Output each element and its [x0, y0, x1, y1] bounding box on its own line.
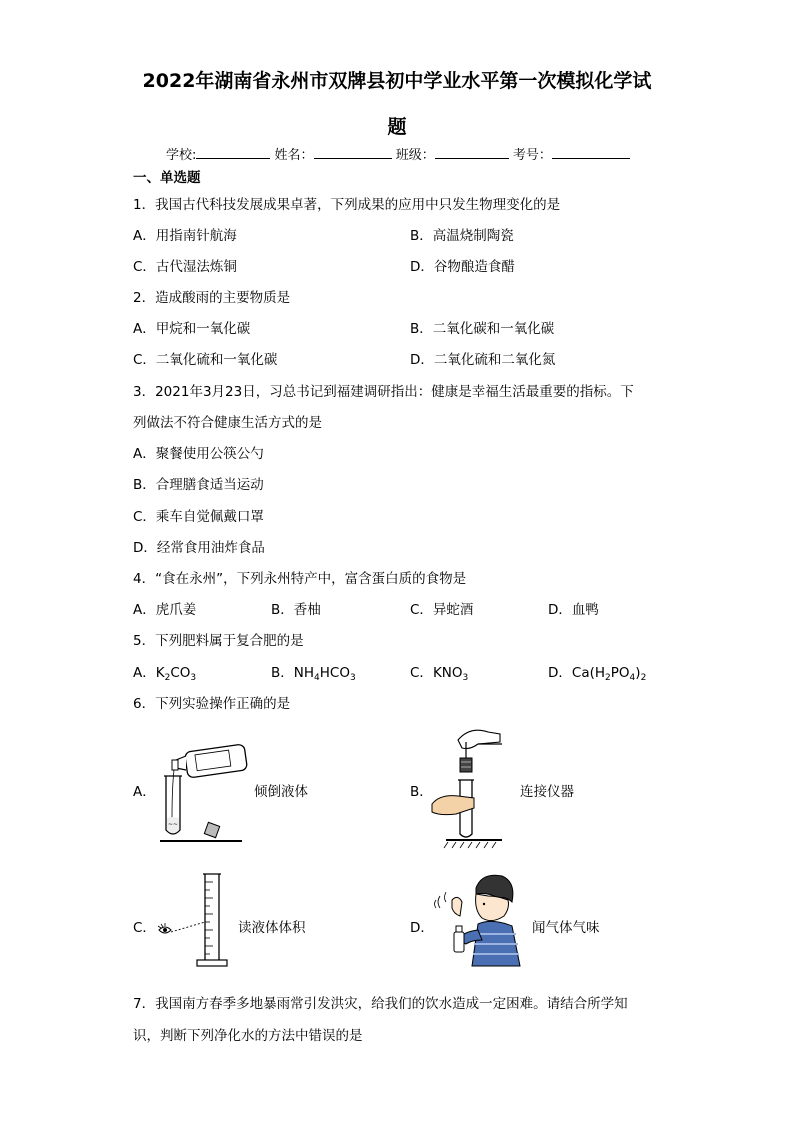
connecting-apparatus-illustration — [430, 722, 510, 852]
question-1-option-c[interactable]: C．古代湿法炼铜 — [133, 259, 237, 275]
question-2-stem: 2．造成酸雨的主要物质是 — [133, 290, 291, 306]
subscript: 3 — [462, 673, 469, 683]
class-blank[interactable] — [435, 146, 509, 159]
question-6-option-d-text: 闻气体气味 — [532, 920, 600, 936]
question-3-option-b[interactable]: B．合理膳食适当运动 — [133, 477, 264, 493]
question-6-option-a-text: 倾倒液体 — [254, 784, 308, 800]
question-1-option-d[interactable]: D．谷物酿造食醋 — [410, 259, 515, 275]
formula-part: KNO — [432, 665, 463, 681]
subscript: 4 — [629, 673, 636, 683]
reading-volume-illustration — [155, 868, 235, 972]
question-4-option-a[interactable]: A．虎爪姜 — [133, 602, 197, 618]
svg-text:~~: ~~ — [168, 821, 179, 828]
question-4-option-b[interactable]: B．香柚 — [271, 602, 321, 618]
subscript: 4 — [314, 673, 320, 683]
exam-title-line1: 2022年湖南省永州市双牌县初中学业水平第一次模拟化学试 — [142, 70, 652, 92]
question-3-option-c[interactable]: C．乘车自觉佩戴口罩 — [133, 509, 264, 525]
formula-part: HCO — [319, 665, 350, 681]
question-7-stem-line2: 识，判断下列净化水的方法中错误的是 — [133, 1028, 363, 1044]
subscript: 3 — [349, 673, 356, 683]
subscript: 2 — [164, 673, 171, 683]
question-1-stem: 1．我国古代科技发展成果卓著，下列成果的应用中只发生物理变化的是 — [133, 197, 561, 213]
question-1-option-b[interactable]: B．高温烧制陶瓷 — [410, 228, 514, 244]
section-heading-single-choice: 一、单选题 — [133, 170, 201, 186]
question-5-option-c[interactable] — [410, 661, 468, 681]
question-2-option-a[interactable]: A．甲烷和一氧化碳 — [133, 321, 251, 337]
class-label: 班级： — [395, 148, 435, 163]
smelling-gas-illustration — [432, 870, 524, 970]
question-6-option-c-text: 读液体体积 — [238, 920, 306, 936]
question-2-option-d[interactable]: D．二氧化硫和二氧化氮 — [410, 352, 556, 368]
formula-part: PO — [610, 665, 630, 681]
question-4-stem: 4．“食在永州”，下列永州特产中，富含蛋白质的食物是 — [133, 571, 467, 587]
formula-part: ) — [635, 665, 641, 681]
exam-number-label: 考号： — [512, 148, 552, 163]
subscript: 3 — [190, 673, 197, 683]
student-info-line — [166, 144, 630, 163]
exam-number-blank[interactable] — [552, 146, 630, 159]
option-label: D． — [548, 665, 572, 681]
name-blank[interactable] — [314, 146, 392, 159]
question-5-option-b[interactable] — [271, 661, 356, 681]
question-5-option-d[interactable] — [548, 661, 646, 681]
formula-part: Ca(H — [571, 665, 606, 681]
question-6-option-a-label[interactable]: A． — [133, 784, 156, 800]
option-label: B． — [271, 665, 294, 681]
question-2-option-b[interactable]: B．二氧化碳和一氧化碳 — [410, 321, 555, 337]
school-label: 学校: — [166, 148, 197, 163]
school-blank[interactable] — [196, 146, 270, 159]
question-6-option-b-label[interactable]: B． — [410, 784, 433, 800]
formula-part: NH — [293, 665, 315, 681]
option-label: A． — [133, 665, 156, 681]
question-7-stem-line1: 7．我国南方春季多地暴雨常引发洪灾，给我们的饮水造成一定困难。请结合所学知 — [133, 996, 628, 1012]
option-label: C． — [410, 665, 433, 681]
question-2-option-c[interactable]: C．二氧化硫和一氧化碳 — [133, 352, 278, 368]
question-3-stem-line1: 3．2021年3月23日，习总书记到福建调研指出：健康是幸福生活最重要的指标。下 — [133, 384, 634, 400]
question-6-option-d-label[interactable]: D． — [410, 920, 434, 936]
question-1-option-a[interactable]: A．用指南针航海 — [133, 228, 237, 244]
question-6-stem: 6．下列实验操作正确的是 — [133, 696, 291, 712]
question-5-stem: 5．下列肥料属于复合肥的是 — [133, 633, 304, 649]
question-6-option-c-label[interactable]: C． — [133, 920, 156, 936]
subscript: 2 — [605, 673, 611, 683]
question-4-option-c[interactable]: C．异蛇酒 — [410, 602, 474, 618]
question-3-option-a[interactable]: A．聚餐使用公筷公勺 — [133, 446, 264, 462]
pouring-liquid-illustration — [150, 738, 250, 846]
question-3-option-d[interactable]: D．经常食用油炸食品 — [133, 540, 265, 556]
question-5-option-a[interactable] — [133, 661, 196, 681]
question-6-option-b-text: 连接仪器 — [520, 784, 574, 800]
formula-part: K — [155, 665, 165, 681]
question-4-option-d[interactable]: D．血鸭 — [548, 602, 599, 618]
subscript: 2 — [640, 673, 647, 683]
name-label: 姓名： — [274, 148, 314, 163]
question-3-stem-line2: 列做法不符合健康生活方式的是 — [133, 415, 322, 431]
exam-title-line2: 题 — [387, 116, 407, 138]
formula-part: CO — [170, 665, 191, 681]
